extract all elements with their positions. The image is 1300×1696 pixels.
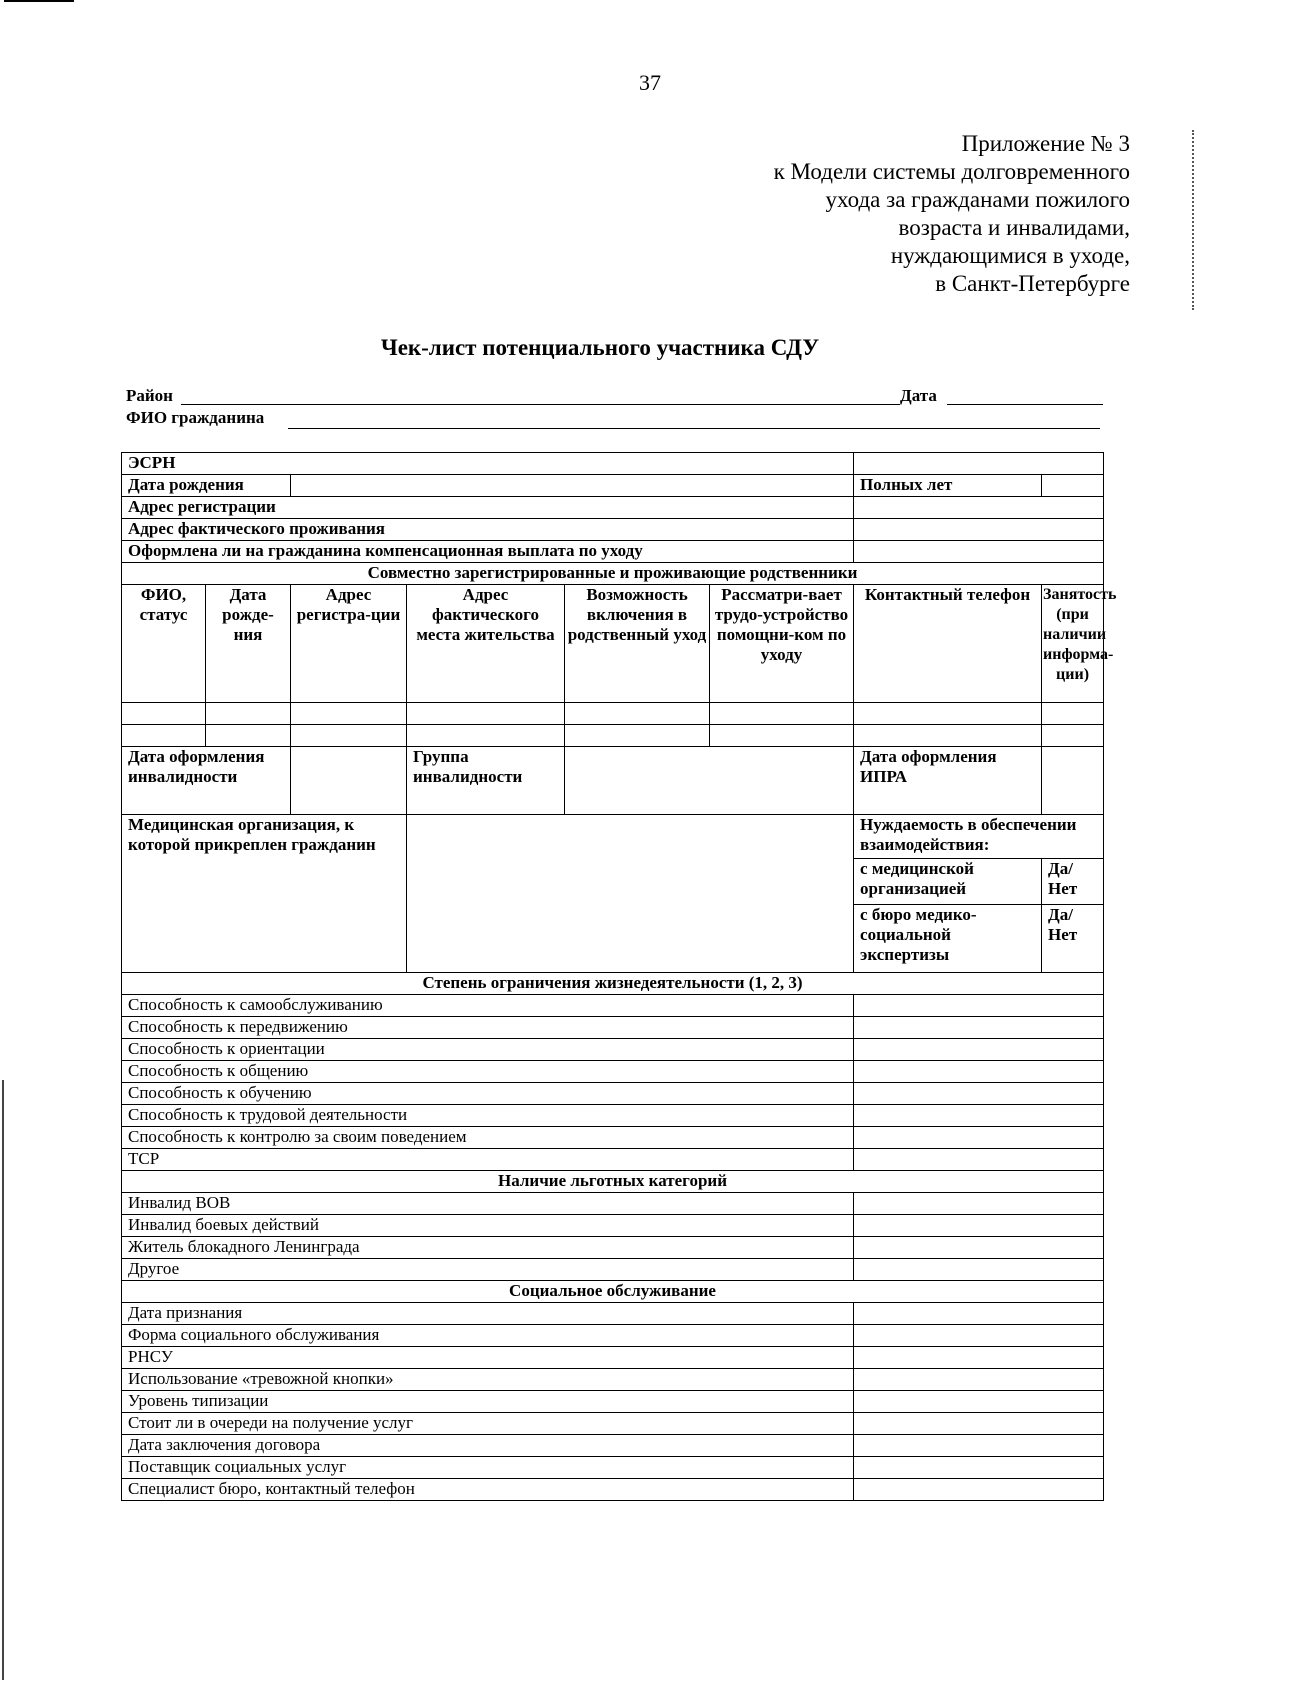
need-interaction-label: Нуждаемость в обеспечении взаимодействия: bbox=[854, 815, 1104, 859]
appendix-line: в Санкт-Петербурге bbox=[935, 271, 1130, 296]
social-label: Форма социального обслуживания bbox=[122, 1325, 854, 1347]
date-field[interactable] bbox=[947, 404, 1103, 405]
limitation-label: Способность к ориентации bbox=[122, 1039, 854, 1061]
med-org-value[interactable] bbox=[407, 815, 854, 973]
document-title: Чек-лист потенциального участника СДУ bbox=[380, 335, 820, 360]
relatives-col-name: ФИО, статус bbox=[122, 585, 206, 703]
social-label: Поставщик социальных услуг bbox=[122, 1457, 854, 1479]
relatives-col-birth: Дата рожде-ния bbox=[206, 585, 291, 703]
social-header: Социальное обслуживание bbox=[122, 1281, 1104, 1303]
full-years-value[interactable] bbox=[1042, 475, 1104, 497]
limitation-label: Способность к самообслуживанию bbox=[122, 995, 854, 1017]
benefits-header: Наличие льготных категорий bbox=[122, 1171, 1104, 1193]
with-mse-label: с бюро медико-социальной экспертизы bbox=[854, 905, 1042, 973]
appendix-line: нуждающимися в уходе, bbox=[890, 243, 1130, 268]
relatives-col-actual: Адрес фактического места жительства bbox=[407, 585, 565, 703]
social-value[interactable] bbox=[854, 1347, 1104, 1369]
ipra-date-value[interactable] bbox=[1042, 747, 1104, 815]
esrn-label: ЭСРН bbox=[122, 453, 854, 475]
date-label: Дата bbox=[900, 386, 937, 405]
limitation-label: Способность к обучению bbox=[122, 1083, 854, 1105]
reg-address-value[interactable] bbox=[854, 497, 1104, 519]
benefit-label: Житель блокадного Ленинграда bbox=[122, 1237, 854, 1259]
limitation-label: Способность к трудовой деятельности bbox=[122, 1105, 854, 1127]
limitation-value[interactable] bbox=[854, 1127, 1104, 1149]
benefit-label: Инвалид ВОВ bbox=[122, 1193, 854, 1215]
benefit-value[interactable] bbox=[854, 1215, 1104, 1237]
page-number: 37 bbox=[639, 70, 661, 95]
citizen-name-label: ФИО гражданина bbox=[126, 408, 265, 427]
birth-date-value[interactable] bbox=[291, 475, 854, 497]
compensation-value[interactable] bbox=[854, 541, 1104, 563]
limitation-value[interactable] bbox=[854, 1105, 1104, 1127]
scan-side-marks bbox=[1189, 130, 1194, 310]
citizen-name-field[interactable] bbox=[288, 428, 1100, 429]
birth-date-label: Дата рождения bbox=[122, 475, 291, 497]
limitation-label: Способность к передвижению bbox=[122, 1017, 854, 1039]
limitation-value[interactable] bbox=[854, 1061, 1104, 1083]
social-value[interactable] bbox=[854, 1435, 1104, 1457]
full-years-label: Полных лет bbox=[854, 475, 1042, 497]
benefit-label: Другое bbox=[122, 1259, 854, 1281]
actual-address-label: Адрес фактического проживания bbox=[122, 519, 854, 541]
relatives-header: Совместно зарегистрированные и проживающие родственники bbox=[122, 563, 1104, 585]
limitation-label: Способность к контролю за своим поведением bbox=[122, 1127, 854, 1149]
disability-date-label: Дата оформления инвалидности bbox=[122, 747, 291, 815]
social-value[interactable] bbox=[854, 1413, 1104, 1435]
appendix-line: ухода за гражданами пожилого bbox=[825, 187, 1130, 212]
district-field[interactable] bbox=[181, 404, 900, 405]
scan-edge-mark bbox=[4, 0, 74, 2]
disability-group-label: Группа инвалидности bbox=[407, 747, 565, 815]
med-org-label: Медицинская организация, к которой прикреплен гражданин bbox=[122, 815, 407, 973]
checklist-form bbox=[121, 452, 1117, 1501]
limitation-value[interactable] bbox=[854, 1149, 1104, 1171]
appendix-line: возраста и инвалидами, bbox=[898, 215, 1130, 240]
relatives-row bbox=[122, 725, 1104, 747]
limitation-header: Степень ограничения жизнедеятельности (1, 2, 3) bbox=[122, 973, 1104, 995]
relatives-col-employment: Рассматри-вает трудо-устройство помощни-ком по уходу bbox=[710, 585, 854, 703]
relatives-col-occupation: Занятость (при наличии информа-ции) bbox=[1042, 585, 1104, 703]
social-value[interactable] bbox=[854, 1303, 1104, 1325]
reg-address-label: Адрес регистрации bbox=[122, 497, 854, 519]
social-label: Стоит ли в очереди на получение услуг bbox=[122, 1413, 854, 1435]
with-med-org-label: с медицинской организацией bbox=[854, 859, 1042, 905]
esrn-value[interactable] bbox=[854, 453, 1104, 475]
appendix-line: к Модели системы долговременного bbox=[773, 159, 1130, 184]
appendix-note bbox=[774, 130, 1130, 298]
benefit-value[interactable] bbox=[854, 1259, 1104, 1281]
with-med-org-yes-no[interactable]: Да/Нет bbox=[1042, 859, 1104, 905]
benefit-value[interactable] bbox=[854, 1237, 1104, 1259]
benefit-value[interactable] bbox=[854, 1193, 1104, 1215]
compensation-label: Оформлена ли на гражданина компенсационная выплата по уходу bbox=[122, 541, 854, 563]
limitation-value[interactable] bbox=[854, 1017, 1104, 1039]
social-label: Использование «тревожной кнопки» bbox=[122, 1369, 854, 1391]
social-label: Специалист бюро, контактный телефон bbox=[122, 1479, 854, 1501]
disability-group-value[interactable] bbox=[565, 747, 854, 815]
district-label: Район bbox=[126, 386, 173, 405]
actual-address-value[interactable] bbox=[854, 519, 1104, 541]
limitation-label: ТСР bbox=[122, 1149, 854, 1171]
relatives-col-phone: Контактный телефон bbox=[854, 585, 1042, 703]
limitation-value[interactable] bbox=[854, 1039, 1104, 1061]
social-value[interactable] bbox=[854, 1457, 1104, 1479]
social-value[interactable] bbox=[854, 1325, 1104, 1347]
social-label: РНСУ bbox=[122, 1347, 854, 1369]
social-value[interactable] bbox=[854, 1391, 1104, 1413]
relatives-row bbox=[122, 703, 1104, 725]
benefit-label: Инвалид боевых действий bbox=[122, 1215, 854, 1237]
relatives-col-reg: Адрес регистра-ции bbox=[291, 585, 407, 703]
relatives-col-care: Возможность включения в родственный уход bbox=[565, 585, 710, 703]
with-mse-yes-no[interactable]: Да/Нет bbox=[1042, 905, 1104, 973]
disability-date-value[interactable] bbox=[291, 747, 407, 815]
social-label: Уровень типизации bbox=[122, 1391, 854, 1413]
social-value[interactable] bbox=[854, 1369, 1104, 1391]
limitation-value[interactable] bbox=[854, 1083, 1104, 1105]
social-label: Дата признания bbox=[122, 1303, 854, 1325]
appendix-line: Приложение № 3 bbox=[961, 131, 1130, 156]
limitation-label: Способность к общению bbox=[122, 1061, 854, 1083]
limitation-value[interactable] bbox=[854, 995, 1104, 1017]
social-label: Дата заключения договора bbox=[122, 1435, 854, 1457]
social-value[interactable] bbox=[854, 1479, 1104, 1501]
scan-left-edge bbox=[2, 1080, 4, 1680]
ipra-date-label: Дата оформления ИПРА bbox=[854, 747, 1042, 815]
